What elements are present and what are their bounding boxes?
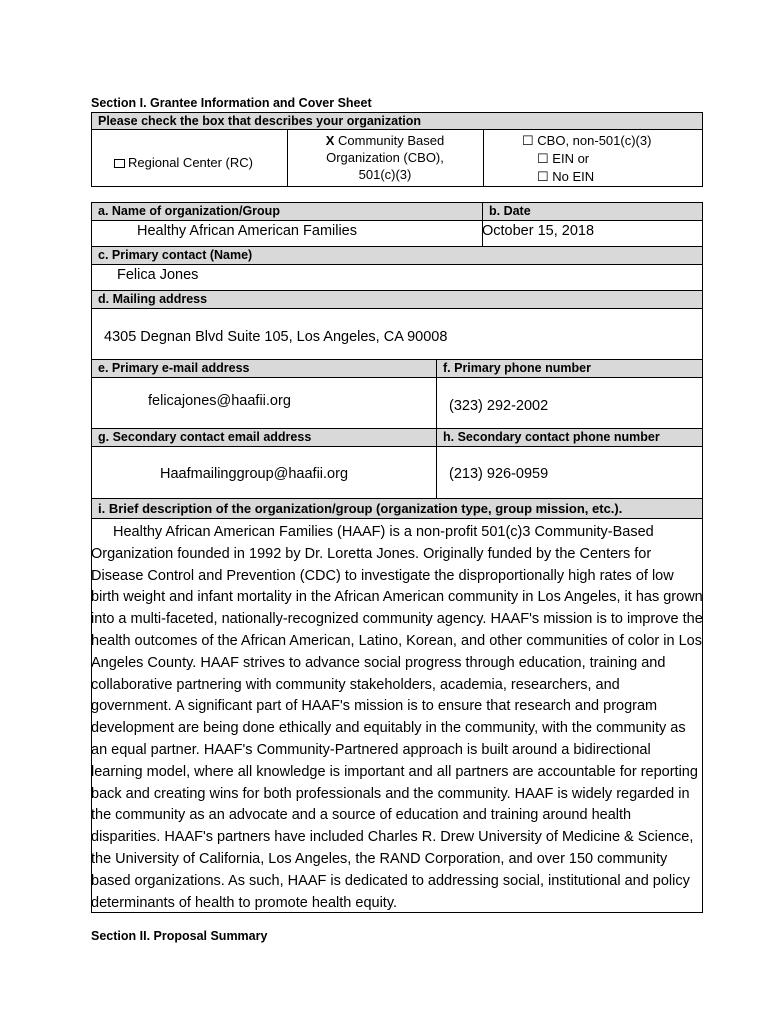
primary-email-value[interactable]: felicajones@haafii.org — [148, 393, 291, 409]
description-label: i. Brief description of the organization/group (organization type, group mission, etc.). — [92, 499, 702, 518]
secondary-phone-label: h. Secondary contact phone number — [437, 429, 702, 446]
org-type-header: Please check the box that describes your organization — [92, 113, 702, 130]
org-name-value[interactable]: Healthy African American Families — [137, 223, 357, 239]
cbo-501-checkmark: X — [325, 133, 335, 148]
primary-phone-value[interactable]: (323) 292-2002 — [449, 398, 549, 414]
secondary-phone-value[interactable]: (213) 926-0959 — [449, 466, 549, 482]
date-value[interactable]: October 15, 2018 — [482, 223, 595, 239]
primary-contact-label: c. Primary contact (Name) — [92, 247, 702, 264]
ein-checkbox-icon[interactable]: ☐ — [537, 151, 549, 166]
section-1-title: Section I. Grantee Information and Cover Sheet — [91, 96, 372, 110]
mailing-address-value[interactable]: 4305 Degnan Blvd Suite 105, Los Angeles, CA 90008 — [104, 329, 448, 345]
cbo-non-501-option[interactable]: ☐ CBO, non-501(c)(3) ☐ EIN or ☐ No EIN — [522, 133, 652, 184]
regional-center-option[interactable]: Regional Center (RC) — [114, 155, 253, 170]
description-value[interactable]: Healthy African American Families (HAAF) is a non-profit 501(c)3 Community-Based Organization founded in 1992 by Dr. Loretta Jones. Originally funded by the Centers for Disease Control and Prevention (CDC) to investigate the disproportionally high rates of low birth weight and infant mortality in the African American community in Los Angeles, it has grown into a multi-faceted, nationally-recognized community agency. HAAF's mission is to improve the health outcomes of the African American, Latino, Korean, and other communities of color in Los Angeles County. HAAF strives to advance social progress through education, training and collaborative partnering with community stakeholders, academia, researchers, and government. A significant part of HAAF's mission is to ensure that research and program development are being done ethically and equitably in the community, with the community as an equal partner. HAAF's Community-Partnered approach is built around a bidirectional learning model, where all knowledge is important and all partners are accountable for reporting back and creating wins for both professionals and the community. HAAF is widely regarded in the community as an advocate and a source of education and training around health disparities. HAAF's partners have included Charles R. Drew University of Medicine & Science, the University of California, Los Angeles, the RAND Corporation, and over 150 community based organizations. As such, HAAF is dedicated to addressing social, institutional and policy determinants of health to promote health equity. — [91, 524, 703, 911]
secondary-email-value[interactable]: Haafmailinggroup@haafii.org — [160, 466, 349, 482]
no-ein-checkbox-icon[interactable]: ☐ — [537, 169, 549, 184]
section-2-title: Section II. Proposal Summary — [91, 929, 268, 943]
regional-center-checkbox[interactable] — [114, 159, 125, 168]
date-label: b. Date — [483, 203, 702, 220]
cbo-non-501-checkbox-icon[interactable]: ☐ — [522, 133, 534, 148]
mailing-address-label: d. Mailing address — [92, 291, 702, 308]
org-name-label: a. Name of organization/Group — [92, 203, 482, 220]
primary-email-label: e. Primary e-mail address — [92, 360, 436, 377]
secondary-email-label: g. Secondary contact email address — [92, 429, 436, 446]
cbo-501-option[interactable]: X Community Based Organization (CBO), 501(c)(3) — [325, 133, 445, 182]
primary-contact-value[interactable]: Felica Jones — [117, 267, 199, 283]
primary-phone-label: f. Primary phone number — [437, 360, 702, 377]
